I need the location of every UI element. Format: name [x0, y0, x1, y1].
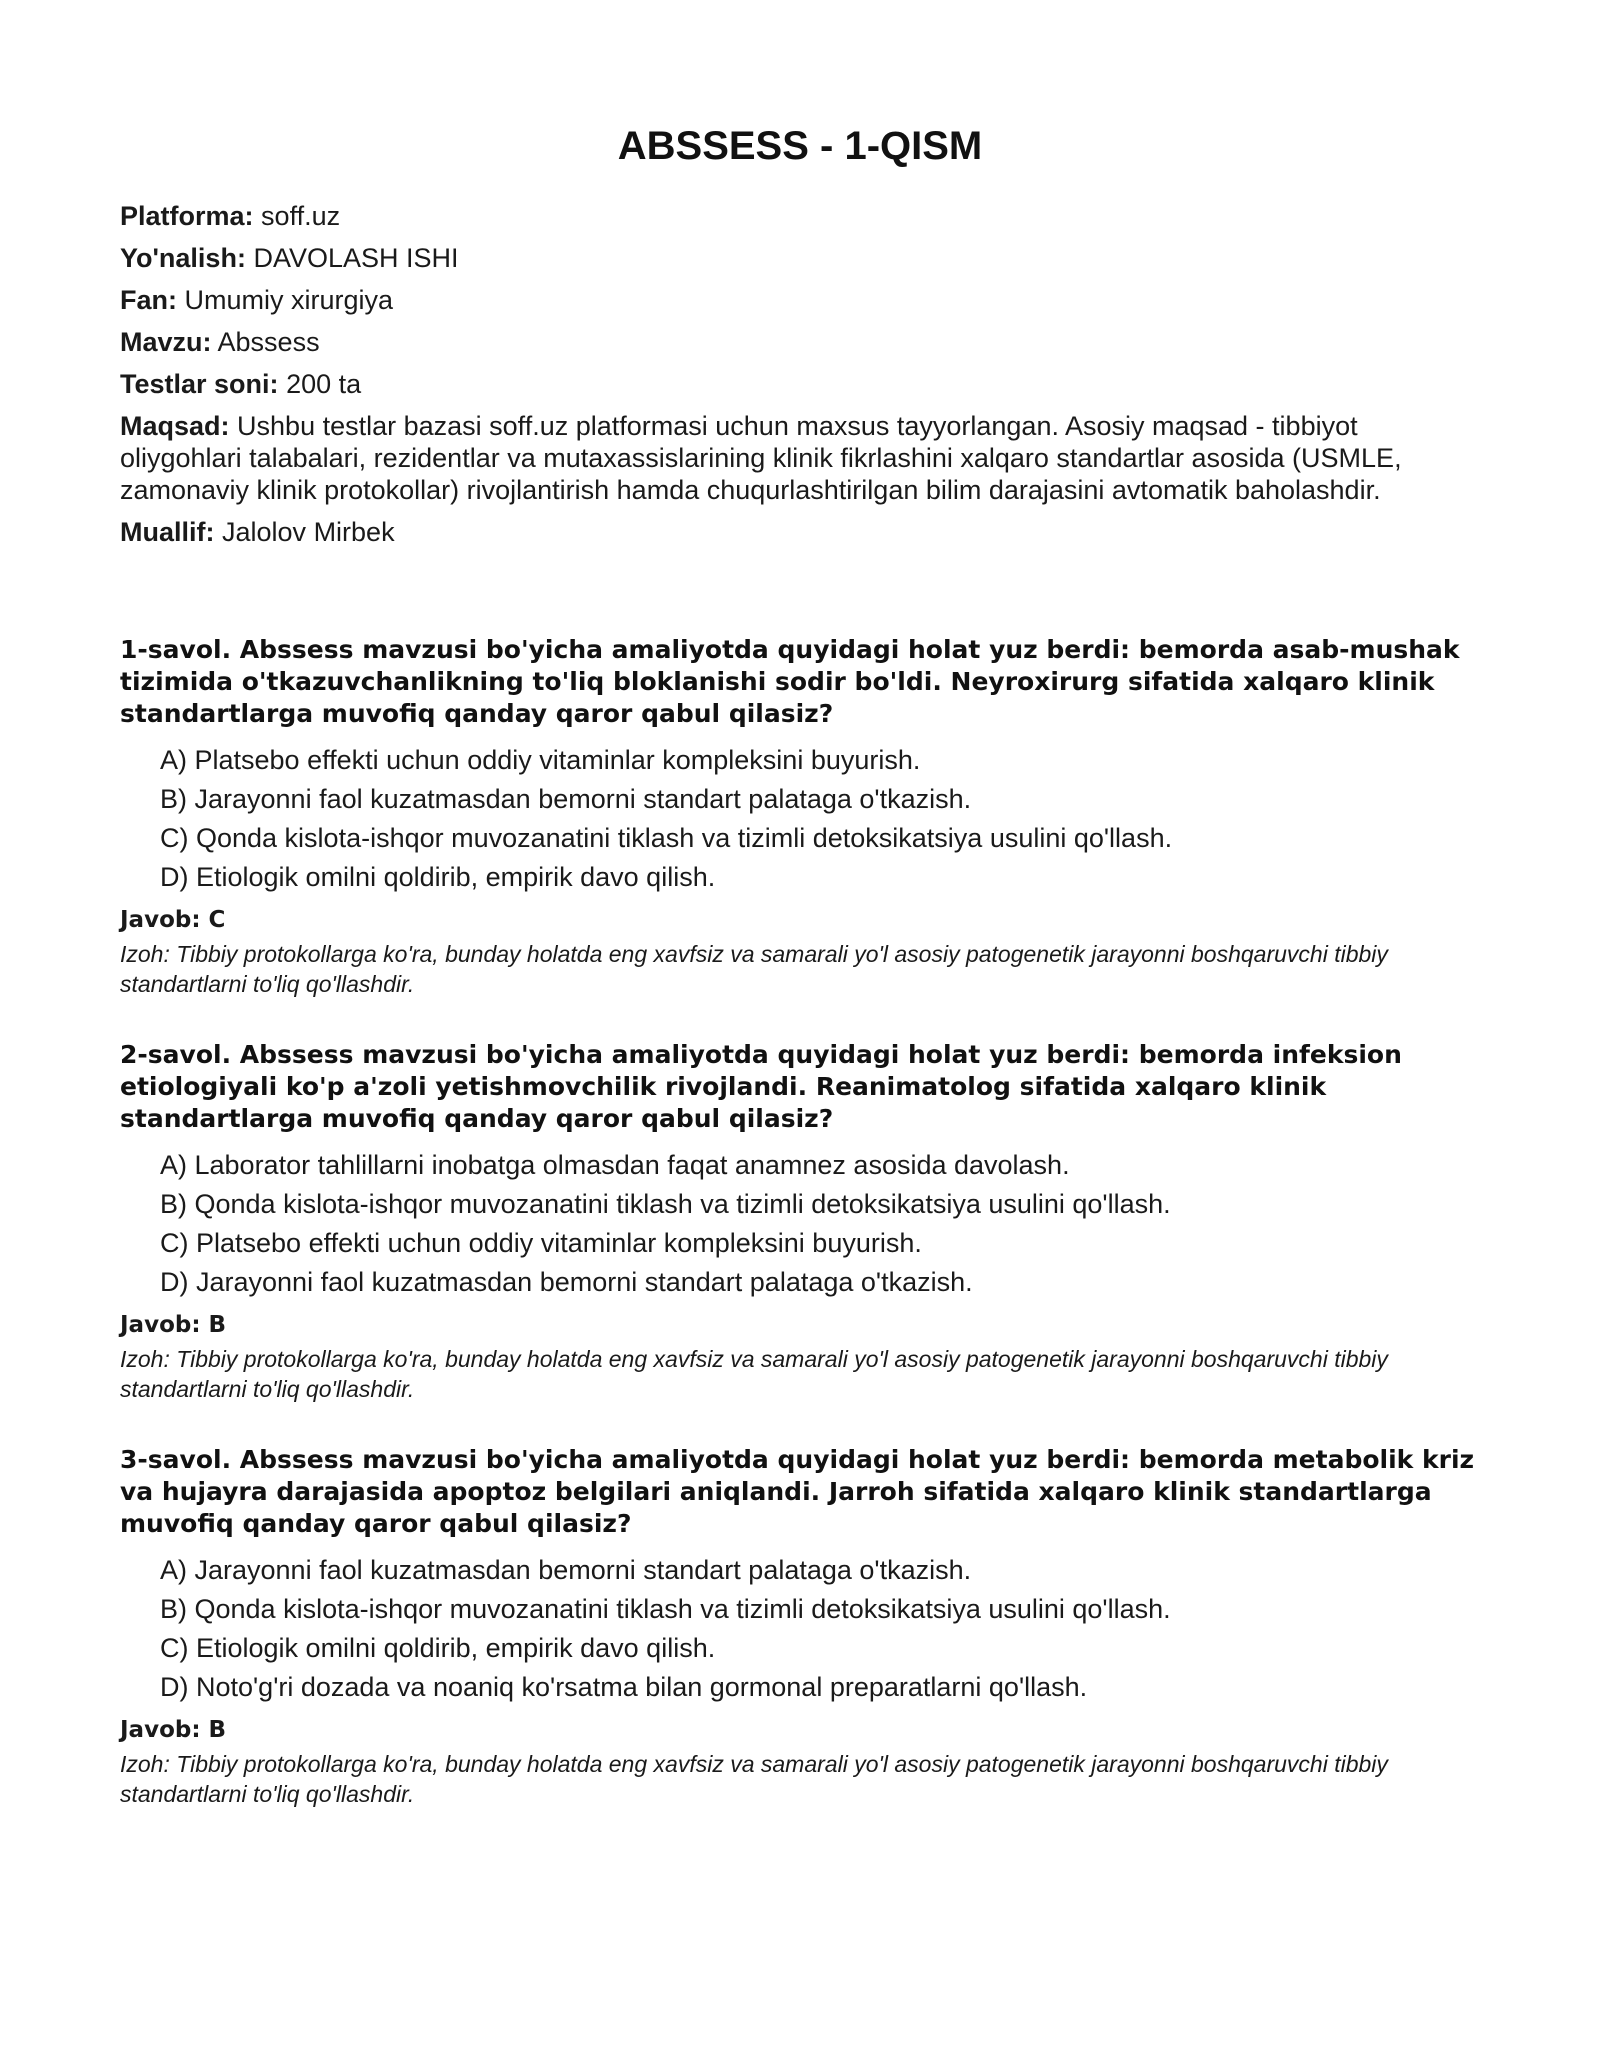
- option-b: B) Qonda kislota-ishqor muvozanatini tiklash va tizimli detoksikatsiya usulini qo'llash.: [160, 1189, 1171, 1219]
- meta-key: Maqsad:: [120, 411, 230, 441]
- document-title: ABSSESS - 1-QISM: [617, 124, 983, 168]
- explanation: Izoh: Tibbiy protokollarga ko'ra, bunday holatda eng xavfsiz va samarali yo'l asosiy patogenetik jarayonni boshqaruvchi tibbiy standartlarni to'liq qo'llashdir.: [120, 941, 1388, 997]
- option-d: D) Noto'g'ri dozada va noaniq ko'rsatma bilan gormonal preparatlarni qo'llash.: [160, 1672, 1088, 1702]
- option-c: C) Qonda kislota-ishqor muvozanatini tiklash va tizimli detoksikatsiya usulini qo'llash.: [160, 823, 1173, 853]
- meta-key: Fan:: [120, 285, 177, 315]
- meta-maqsad: [120, 410, 1480, 506]
- option-b: B) Qonda kislota-ishqor muvozanatini tiklash va tizimli detoksikatsiya usulini qo'llash.: [160, 1594, 1171, 1624]
- explanation: Izoh: Tibbiy protokollarga ko'ra, bunday holatda eng xavfsiz va samarali yo'l asosiy patogenetik jarayonni boshqaruvchi tibbiy standartlarni to'liq qo'llashdir.: [120, 1751, 1388, 1807]
- correct-answer: Javob: C: [120, 907, 226, 933]
- option-c: C) Platsebo effekti uchun oddiy vitaminlar kompleksini buyurish.: [160, 1228, 922, 1258]
- option-a: A) Laborator tahlillarni inobatga olmasdan faqat anamnez asosida davolash.: [160, 1150, 1070, 1180]
- meta-key: Platforma:: [120, 201, 254, 231]
- meta-value: DAVOLASH ISHI: [253, 243, 459, 273]
- question-text: 3-savol. Abssess mavzusi bo'yicha amaliyotda quyidagi holat yuz berdi: bemorda metabolik kriz va hujayra darajasida apoptoz belgilari aniqlandi. Jarroh sifatida xalqaro klinik standartlarga muvofiq qanday qaror qabul qilasiz?: [120, 1445, 1475, 1538]
- meta-value: Jalolov Mirbek: [222, 517, 395, 547]
- option-d: D) Etiologik omilni qoldirib, empirik davo qilish.: [160, 862, 716, 892]
- option-a: A) Platsebo effekti uchun oddiy vitaminlar kompleksini buyurish.: [160, 745, 921, 775]
- questions-list: [120, 634, 1480, 1809]
- meta-key: Yo'nalish:: [120, 243, 246, 273]
- answer-options: [120, 1554, 1480, 1703]
- meta-testlar-soni: [120, 368, 1480, 400]
- meta-key: Muallif:: [120, 517, 215, 547]
- meta-value: Abssess: [217, 327, 320, 357]
- meta-value: Umumiy xirurgiya: [184, 285, 394, 315]
- meta-key: Mavzu:: [120, 327, 212, 357]
- question-text: 2-savol. Abssess mavzusi bo'yicha amaliyotda quyidagi holat yuz berdi: bemorda infeksion etiologiyali ko'p a'zoli yetishmovchilik rivojlandi. Reanimatolog sifatida xalqaro klinik standartlarga muvofiq qanday qaror qabul qilasiz?: [120, 1040, 1402, 1133]
- question-text: 1-savol. Abssess mavzusi bo'yicha amaliyotda quyidagi holat yuz berdi: bemorda asab-mushak tizimida o'tkazuvchanlikning to'liq bloklanishi sodir bo'ldi. Neyroxirurg sifatida xalqaro klinik standartlarga muvofiq qanday qaror qabul qilasiz?: [120, 635, 1460, 728]
- meta-muallif: [120, 516, 1480, 548]
- correct-answer: Javob: B: [120, 1717, 227, 1743]
- question-1: [120, 634, 1480, 999]
- meta-platforma: [120, 200, 1480, 232]
- explanation: Izoh: Tibbiy protokollarga ko'ra, bunday holatda eng xavfsiz va samarali yo'l asosiy patogenetik jarayonni boshqaruvchi tibbiy standartlarni to'liq qo'llashdir.: [120, 1346, 1388, 1402]
- option-b: B) Jarayonni faol kuzatmasdan bemorni standart palataga o'tkazish.: [160, 784, 972, 814]
- answer-options: [120, 1149, 1480, 1298]
- option-c: C) Etiologik omilni qoldirib, empirik davo qilish.: [160, 1633, 716, 1663]
- question-3: [120, 1444, 1480, 1809]
- question-2: [120, 1039, 1480, 1404]
- answer-options: [120, 744, 1480, 893]
- meta-value: 200 ta: [286, 369, 362, 399]
- meta-value: soff.uz: [261, 201, 341, 231]
- correct-answer: Javob: B: [120, 1312, 227, 1338]
- meta-yonalish: [120, 242, 1480, 274]
- option-d: D) Jarayonni faol kuzatmasdan bemorni standart palataga o'tkazish.: [160, 1267, 973, 1297]
- meta-key: Testlar soni:: [120, 369, 279, 399]
- option-a: A) Jarayonni faol kuzatmasdan bemorni standart palataga o'tkazish.: [160, 1555, 972, 1585]
- meta-block: [120, 200, 1480, 548]
- document-page: [120, 118, 1480, 1849]
- meta-fan: [120, 284, 1480, 316]
- meta-value: Ushbu testlar bazasi soff.uz platformasi uchun maxsus tayyorlangan. Asosiy maqsad - tibbiyot oliygohlari talabalari, rezidentlar va mutaxassislarining klinik fikrlashini xalqaro standartlar asosida (USMLE, zamonaviy klinik protokollar) rivojlantirish hamda chuqurlashtirilgan bilim darajasini avtomatik baholashdir.: [120, 411, 1402, 505]
- meta-mavzu: [120, 326, 1480, 358]
